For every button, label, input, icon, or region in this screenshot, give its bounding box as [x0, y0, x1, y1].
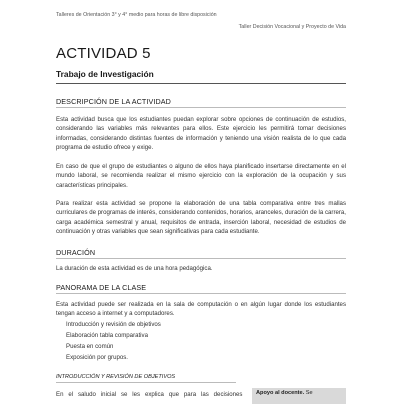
- list-item: Elaboración tabla comparativa: [66, 332, 148, 339]
- paragraph-descripcion-3: Para realizar esta actividad se propone la elaboración de una tabla comparativa entre tres mallas curriculares de programas de interés, considerando contenidos, horarios, aranceles, duración de la carrera, carga académica semestral y anual, requisitos de entrada, inserción laboral, necesidad de estudios de continuación y otras variables que sean significativas para cada estudiante.: [56, 200, 346, 236]
- paragraph-introduccion: En el saludo inicial se les explica que para las decisiones: [56, 391, 243, 398]
- paragraph-duracion: La duración de esta actividad es de una hora pedagógica.: [56, 265, 213, 272]
- title-divider: [56, 83, 346, 84]
- teacher-support-box: [252, 388, 346, 404]
- section-heading-duracion: DURACIÓN: [56, 248, 96, 257]
- running-header-right: Taller Decisión Vocacional y Proyecto de Vida: [238, 24, 346, 30]
- teacher-support-body: Se: [305, 390, 313, 396]
- activity-subtitle: Trabajo de Investigación: [56, 69, 154, 79]
- teacher-support-text: [256, 390, 313, 396]
- activity-title: ACTIVIDAD 5: [56, 45, 151, 62]
- list-item: Introducción y revisión de objetivos: [66, 321, 161, 328]
- running-header-left: Talleres de Orientación 3° y 4° medio para horas de libre disposición: [56, 12, 217, 18]
- section-heading-panorama: PANORAMA DE LA CLASE: [56, 283, 147, 292]
- paragraph-panorama: Esta actividad puede ser realizada en la sala de computación o en algún lugar donde los estudiantes tengan acceso a internet y a computadores.: [56, 301, 346, 318]
- list-item: Exposición por grupos.: [66, 354, 128, 361]
- paragraph-descripcion-1: Esta actividad busca que los estudiantes puedan explorar sobre opciones de continuación de estudios, considerando las variables más relevantes para ellos. Este ejercicio les permitirá tomar decisiones informadas, considerando distintas fuentes de información y teniendo una visión realista de lo que cada programa de estudio ofrece y exige.: [56, 116, 346, 152]
- teacher-support-label: Apoyo al docente.: [256, 390, 305, 396]
- paragraph-descripcion-2: En caso de que el grupo de estudiantes o alguno de ellos haya planificado insertarse directamente en el mundo laboral, se recomienda realizar el mismo ejercicio con la exploración de la ocupación y sus características principales.: [56, 163, 346, 189]
- subheading-divider: [56, 382, 236, 383]
- list-item: Puesta en común: [66, 343, 114, 350]
- subheading-introduccion: INTRODUCCIÓN Y REVISIÓN DE OBJETIVOS: [56, 374, 176, 380]
- section-divider: [56, 293, 346, 294]
- section-divider: [56, 258, 346, 259]
- section-heading-descripcion: DESCRIPCIÓN DE LA ACTIVIDAD: [56, 97, 171, 106]
- section-divider: [56, 107, 346, 108]
